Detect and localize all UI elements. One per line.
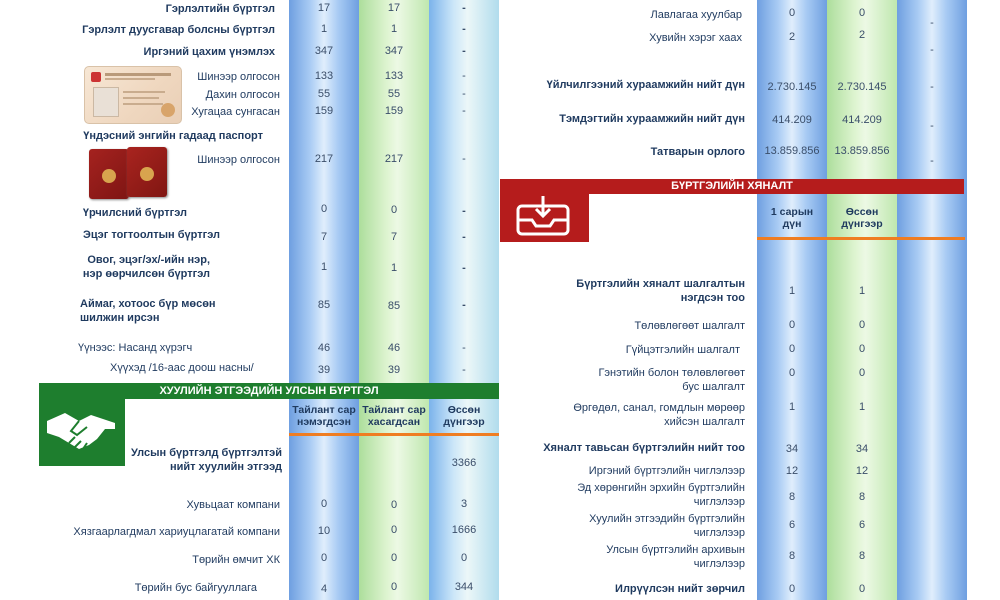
value-cell: 414.209 — [842, 114, 882, 126]
row-label: Хязгаарлагдмал хариуцлагатай компани — [73, 526, 280, 538]
value-cell: 55 — [317, 88, 331, 100]
value-cell: 10 — [317, 525, 331, 537]
value-cell: 13.859.856 — [834, 145, 890, 157]
row-label: Хүүхэд /16-аас доош насны/ — [110, 362, 254, 374]
value-cell: 1 — [788, 401, 796, 413]
row-label: Гүйцэтгэлийн шалгалт — [625, 344, 740, 356]
value-cell: 0 — [788, 7, 796, 19]
control-section-title: БҮРТГЭЛИЙН ХЯНАЛТ — [500, 179, 964, 194]
row-label: Гэнэтийн болон төлөвлөгөөт бус шалгалт — [598, 367, 745, 393]
value-cell: 0 — [788, 367, 796, 379]
value-cell: - — [930, 155, 934, 167]
control-col-header-2: Өссөн дүнгээр — [841, 206, 883, 230]
row-label: Татварын орлого — [650, 146, 745, 158]
value-cell: 1666 — [451, 524, 477, 536]
value-cell: - — [462, 262, 466, 274]
row-label: Лавлагаа хуулбар — [650, 9, 742, 21]
value-cell: 0 — [858, 367, 866, 379]
value-cell: 6 — [858, 519, 866, 531]
value-cell: - — [462, 299, 466, 311]
value-cell: 0 — [390, 552, 398, 564]
control-col-header-1: 1 сарын дүн — [770, 206, 814, 230]
value-cell: 46 — [317, 342, 331, 354]
value-cell: 46 — [387, 342, 401, 354]
row-label: Төлөвлөгөөт шалгалт — [634, 320, 745, 332]
value-cell: 217 — [384, 153, 404, 165]
control-header-divider — [757, 237, 965, 240]
value-cell: 34 — [785, 443, 799, 455]
row-label: Үйлчилгээний хураамжийн нийт дүн — [546, 79, 745, 91]
value-cell: 159 — [314, 105, 334, 117]
value-cell: 2 — [858, 29, 866, 41]
legal-col-header-2: Тайлант сар хасагдсан — [362, 404, 426, 428]
row-label: Гэрлэлт дуусгавар болсны бүртгэл — [82, 24, 275, 36]
legal-col-header-3: Өссөн дүнгээр — [443, 404, 485, 428]
row-label: Улсын бүртгэлийн архивын чиглэлээр — [606, 544, 745, 570]
row-label: Үндэсний энгийн гадаад паспорт — [83, 130, 263, 142]
value-cell: 0 — [788, 319, 796, 331]
value-cell: - — [462, 2, 466, 14]
value-cell: 6 — [788, 519, 796, 531]
row-label: Тэмдэгтийн хураамжийн нийт дүн — [559, 113, 745, 125]
value-cell: 217 — [314, 153, 334, 165]
row-label: Төрийн бус байгууллага — [134, 582, 257, 594]
value-cell: 0 — [390, 499, 398, 511]
value-cell: 0 — [788, 583, 796, 595]
value-cell: - — [462, 364, 466, 376]
value-cell: 85 — [387, 300, 401, 312]
value-cell: - — [930, 17, 934, 29]
value-cell: 0 — [858, 343, 866, 355]
value-cell: 17 — [387, 2, 401, 14]
row-label: Хувьцаат компани — [186, 499, 280, 511]
legal-section-title: ХУУЛИЙН ЭТГЭЭДИЙН УЛСЫН БҮРТГЭЛ — [39, 383, 499, 399]
value-cell: 0 — [858, 319, 866, 331]
value-cell: - — [462, 23, 466, 35]
value-cell: 0 — [858, 7, 866, 19]
value-cell: 1 — [390, 23, 398, 35]
row-label: Хяналт тавьсан бүртгэлийн нийт тоо — [543, 442, 745, 454]
value-cell: 4 — [320, 583, 328, 595]
handshake-icon — [39, 399, 125, 466]
inbox-download-icon — [500, 194, 589, 242]
legal-col-header-1: Тайлант сар нэмэгдсэн — [292, 404, 356, 428]
value-cell: 347 — [384, 45, 404, 57]
row-label: Иргэний бүртгэлийн чиглэлээр — [588, 465, 745, 477]
value-cell: - — [930, 44, 934, 56]
row-label: Овог, эцэг/эх/-ийн нэр, нэр өөрчилсөн бүртгэл — [82, 254, 210, 280]
value-cell: 1 — [858, 285, 866, 297]
value-cell: 1 — [858, 401, 866, 413]
value-cell: - — [930, 120, 934, 132]
value-cell: 1 — [320, 23, 328, 35]
value-cell: 39 — [387, 364, 401, 376]
value-cell: 3 — [460, 498, 468, 510]
value-cell: 0 — [390, 581, 398, 593]
value-cell: 3366 — [451, 457, 477, 469]
value-cell: 12 — [855, 465, 869, 477]
value-cell: 8 — [788, 550, 796, 562]
value-cell: 85 — [317, 299, 331, 311]
row-label: Иргэний цахим үнэмлэх — [143, 46, 275, 58]
row-label: Дахин олгосон — [205, 89, 280, 101]
value-cell: 8 — [788, 491, 796, 503]
value-cell: 17 — [317, 2, 331, 14]
value-cell: 13.859.856 — [764, 145, 820, 157]
value-cell: 55 — [387, 88, 401, 100]
value-cell: 347 — [314, 45, 334, 57]
row-label: Шинээр олгосон — [197, 71, 280, 83]
row-label: Улсын бүртгэлд бүртгэлтэй нийт хуулийн этгээд — [131, 447, 282, 473]
row-label: Бүртгэлийн хяналт шалгалтын нэгдсэн тоо — [576, 278, 745, 304]
value-cell: 344 — [454, 581, 474, 593]
row-label: Өргөдөл, санал, гомдлын мөрөөр хийсэн шалгалт — [573, 402, 745, 428]
value-cell: - — [462, 342, 466, 354]
value-cell: 133 — [314, 70, 334, 82]
row-label: Үүнээс: Насанд хүрэгч — [78, 342, 193, 354]
value-cell: 34 — [855, 443, 869, 455]
row-label: Илрүүлсэн нийт зөрчил — [615, 583, 745, 595]
value-cell: 12 — [785, 465, 799, 477]
row-label: Хувийн хэрэг хаах — [649, 32, 742, 44]
value-cell: 0 — [858, 583, 866, 595]
value-cell: 0 — [390, 524, 398, 536]
legal-header-divider — [289, 433, 499, 436]
value-cell: - — [462, 105, 466, 117]
value-cell: - — [462, 153, 466, 165]
value-cell: 7 — [320, 231, 328, 243]
row-label: Аймаг, хотоос бүр мөсөн шилжин ирсэн — [80, 298, 216, 324]
value-cell: - — [462, 70, 466, 82]
row-label: Эд хөрөнгийн эрхийн бүртгэлийн чиглэлээр — [577, 482, 745, 508]
row-label: Төрийн өмчит ХК — [192, 554, 280, 566]
value-cell: 2 — [788, 31, 796, 43]
value-cell: 1 — [320, 261, 328, 273]
value-cell: 0 — [390, 204, 398, 216]
value-cell: - — [462, 205, 466, 217]
row-label: Хуулийн этгээдийн бүртгэлийн чиглэлээр — [589, 513, 745, 539]
value-cell: 7 — [390, 231, 398, 243]
value-cell: 133 — [384, 70, 404, 82]
row-label: Хугацаа сунгасан — [191, 106, 280, 118]
value-cell: - — [462, 45, 466, 57]
value-cell: 0 — [320, 552, 328, 564]
value-cell: 2.730.145 — [837, 81, 887, 93]
row-label: Эцэг тогтоолтын бүртгэл — [83, 229, 220, 241]
value-cell: - — [930, 81, 934, 93]
value-cell: 0 — [320, 498, 328, 510]
value-cell: 2.730.145 — [767, 81, 817, 93]
value-cell: 159 — [384, 105, 404, 117]
row-label: Гэрлэлтийн бүртгэл — [165, 3, 275, 15]
value-cell: 0 — [788, 343, 796, 355]
row-label: Үрчилсний бүртгэл — [82, 207, 187, 219]
value-cell: 1 — [390, 262, 398, 274]
value-cell: 0 — [460, 552, 468, 564]
value-cell: 414.209 — [772, 114, 812, 126]
value-cell: - — [462, 88, 466, 100]
value-cell: 1 — [788, 285, 796, 297]
row-label: Шинээр олгосон — [197, 154, 280, 166]
value-cell: 39 — [317, 364, 331, 376]
value-cell: 0 — [320, 203, 328, 215]
value-cell: 8 — [858, 550, 866, 562]
value-cell: - — [462, 231, 466, 243]
value-cell: 8 — [858, 491, 866, 503]
